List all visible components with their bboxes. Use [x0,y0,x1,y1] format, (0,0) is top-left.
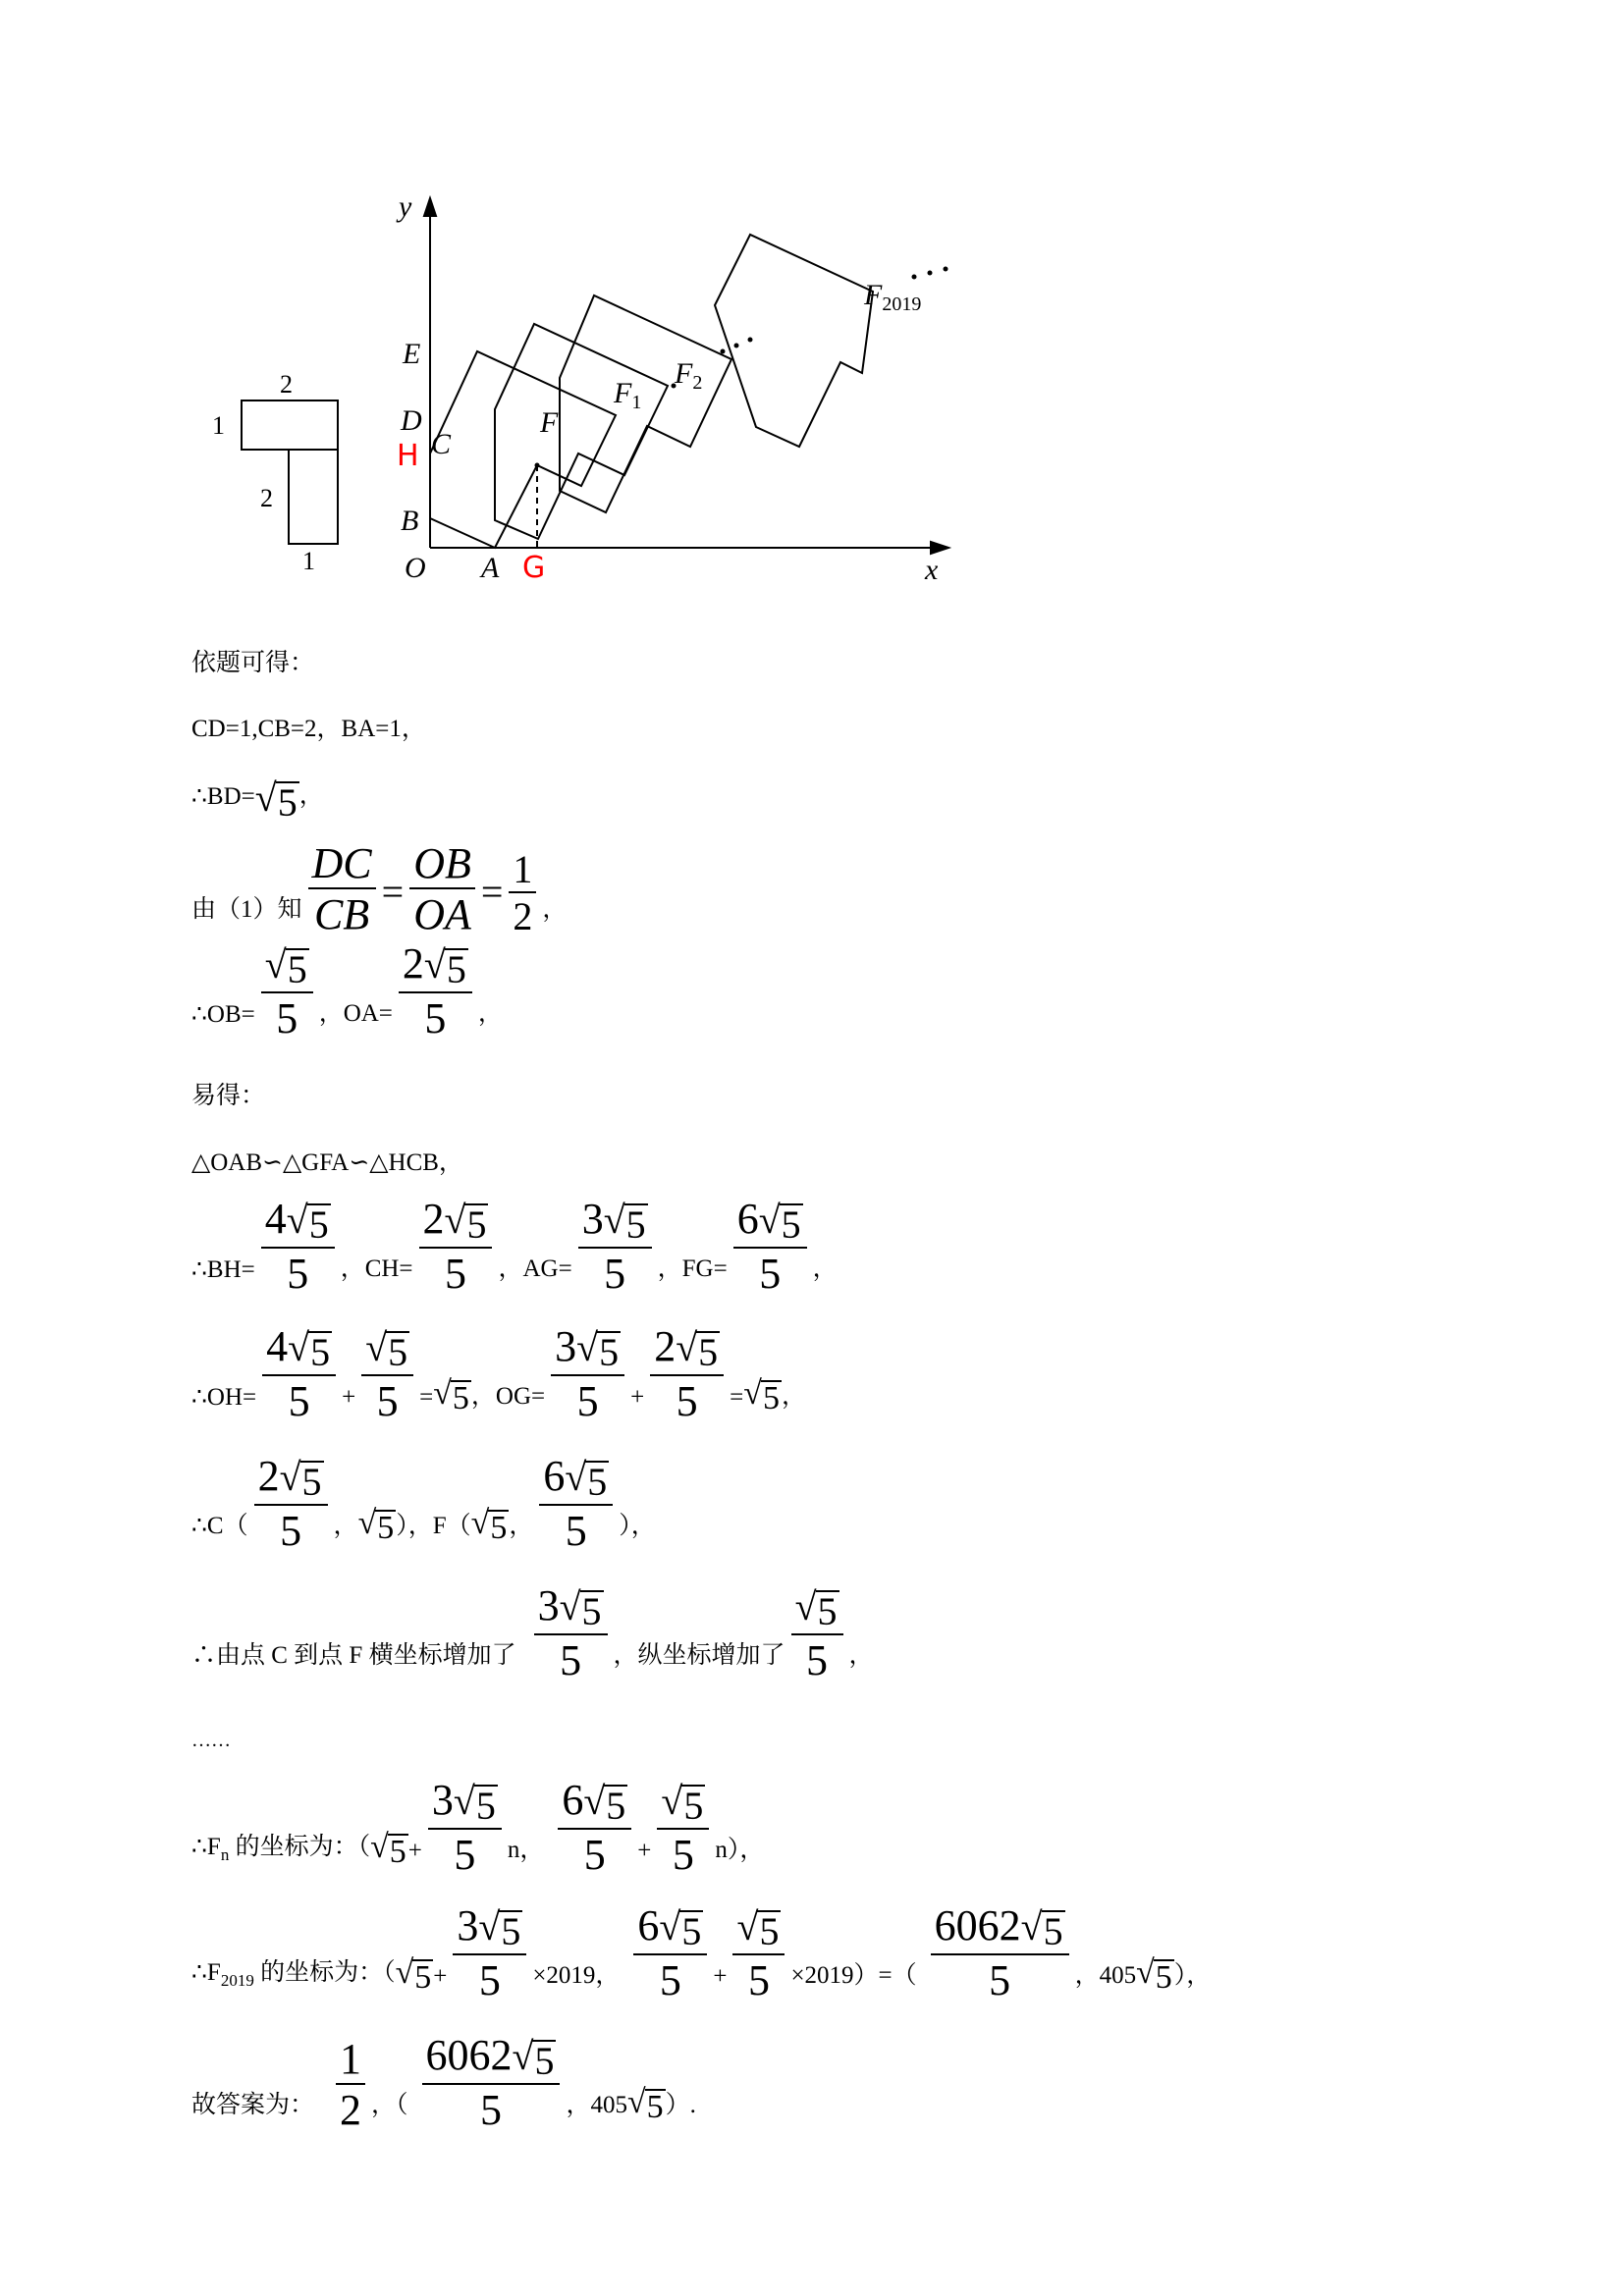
point-a-label: A [481,552,500,584]
x-axis-label: x [925,554,939,586]
point-f2-label: $F_2$ [675,357,703,394]
line-10: ∴C（ 2 √ 5 5 ， √ 5 ），F（ √ 5 ， 6 √ 5 5 ）， [191,1452,656,1555]
line-14: $\therefore F_{2019}$ 的坐标为：（ √ 5 + 3 √ 5 5 ×2019， 6 √ 5 5 + √ 5 5 ×2019）=（ 6062 √ 5 5 ，405 √ 5 ）， [191,1901,1212,2004]
small-shape-top-label: 2 [280,370,293,399]
line-11: ∴由点 C 到点 F 横坐标增加了 3 √ 5 5 ，纵坐标增加了 √ 5 5 ， [191,1581,874,1684]
frac-one-half: $\frac{1}{2}$ [509,850,536,936]
line-12: …… [191,1730,231,1751]
line-3: ∴BD= √ 5 ， [191,775,324,825]
small-shape [242,400,338,544]
point-h-label: H [397,439,419,473]
frac-r5-5: √ 5 5 [261,942,313,1041]
small-shape-bottom-label: 1 [302,547,315,575]
l-shapes [430,235,873,548]
point-f-label: F [540,406,559,439]
small-shape-mid-label: 2 [260,484,273,512]
point-f1-label: $F_1$ [614,377,642,413]
point-e-label: E [403,338,421,370]
line-2: CD=1,CB=2，BA=1， [191,716,426,742]
point-g-label: G [522,551,546,585]
f2-subscript: 2 [692,372,703,394]
frac-dc-cb: $\frac{DC}{CB}$ [308,842,376,936]
line-8: ∴BH= 4 √ 5 5 ，CH= 2 √ 5 5 ，AG= 3 √ 5 5 ，FG= 6 √ 5 5 ， [191,1195,838,1298]
line-1: 依题可得： [191,650,315,676]
frac-2r5-5: 2 √ 5 5 [399,942,472,1041]
point-f2019-label: $F_{2019}$ [864,279,922,315]
point-c-label: C [431,428,452,460]
line-9: ∴OH= 4 √ 5 5 + √ 5 5 = √ 5 ，OG= 3 √ 5 5 + 2 √ 5 5 = √ 5 ， [191,1322,806,1425]
origin-label: O [405,552,426,584]
coordinate-figure [187,177,1001,589]
point-d-label: D [401,404,422,437]
f2019-subscript: 2019 [882,294,922,315]
line-13: $\therefore F_n$ 的坐标为：（ √ 5 + 3 √ 5 5 n， 6 √ 5 5 + √ 5 5 n）， [191,1776,765,1879]
y-axis-label: y [399,190,412,223]
small-shape-left-label: 1 [212,411,225,440]
point-b-label: B [401,505,419,537]
sqrt-5: √ 5 [254,775,298,825]
line-5: ∴OB= √ 5 5 ，OA= 2 √ 5 5 ， [191,939,503,1042]
f1-subscript: 1 [631,392,642,413]
line-15: 故答案为： $\frac{1}{2}$ ，（ 6062 √ 5 5 ，405 √ 5 ）. [191,2031,696,2134]
line-7: △OAB∽△GFA∽△HCB， [191,1149,463,1176]
frac-ob-oa: $\frac{OB}{OA}$ [409,842,475,936]
line-4: 由（1）知 $\frac{DC}{CB}$ = $\frac{OB}{OA}$ = $\frac{1}{2}$ ， [191,839,568,938]
line-6: 易得： [191,1083,266,1109]
